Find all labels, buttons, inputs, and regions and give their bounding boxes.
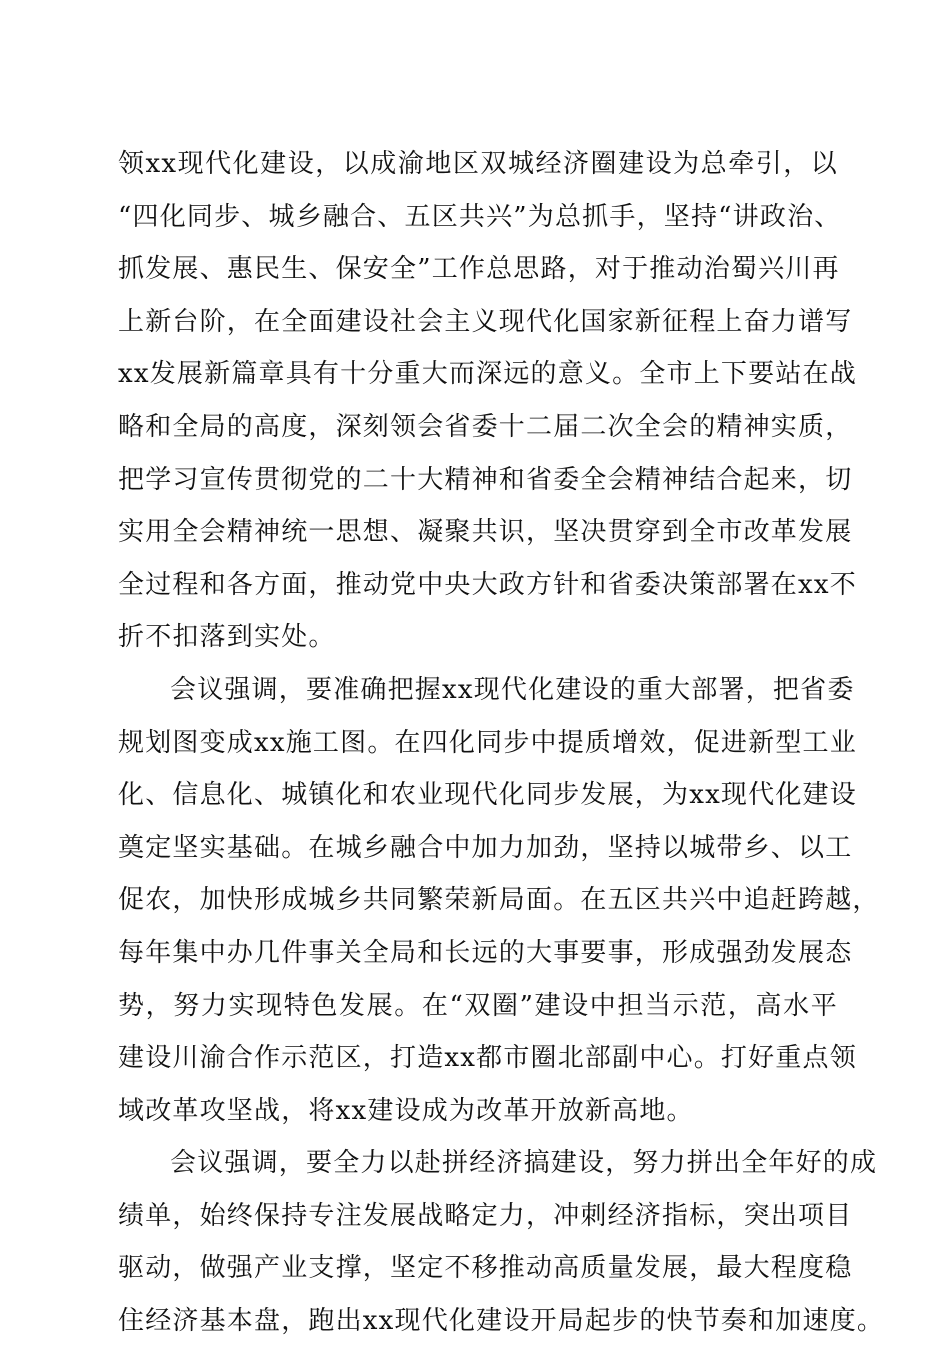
text-line: xx发展新篇章具有十分重大而深远的意义。全市上下要站在战: [118, 359, 857, 390]
text-line: 化、信息化、城镇化和农业现代化同步发展，为xx现代化建设: [118, 780, 857, 811]
text-line: 折不扣落到实处。: [118, 622, 336, 653]
text-line: “四化同步、城乡融合、五区共兴”为总抓手，坚持“讲政治、: [118, 201, 842, 232]
text-line: 领xx现代化建设，以成渝地区双城经济圈建设为总牵引，以: [118, 149, 838, 179]
text-line: 奠定坚实基础。在城乡融合中加力加劲，坚持以城带乡、以工: [118, 832, 853, 863]
text-line: 势，努力实现特色发展。在“双圈”建设中担当示范，高水平: [118, 990, 838, 1021]
text-line: 上新台阶，在全面建设社会主义现代化国家新征程上奋力谱写: [118, 306, 853, 337]
text-line: 会议强调，要准确把握xx现代化建设的重大部署，把省委: [170, 674, 855, 705]
text-line: 抓发展、惠民生、保安全”工作总思路，对于推动治蜀兴川再: [118, 254, 840, 285]
text-line: 驱动，做强产业支撑，坚定不移推动高质量发展，最大程度稳: [118, 1253, 853, 1284]
text-line: 略和全局的高度，深刻领会省委十二届二次全会的精神实质，: [118, 411, 853, 442]
text-line: 域改革攻坚战，将xx建设成为改革开放新高地。: [118, 1095, 694, 1126]
text-line: 每年集中办几件事关全局和长远的大事要事，形成强劲发展态: [118, 937, 853, 968]
text-line: 全过程和各方面，推动党中央大政方针和省委决策部署在xx不: [118, 569, 857, 600]
text-line: 促农，加快形成城乡共同繁荣新局面。在五区共兴中追赶跨越，: [118, 885, 880, 916]
text-line: 实用全会精神统一思想、凝聚共识，坚决贯穿到全市改革发展: [118, 517, 853, 548]
text-line: 建设川渝合作示范区，打造xx都市圈北部副中心。打好重点领: [118, 1043, 857, 1074]
text-line: 把学习宣传贯彻党的二十大精神和省委全会精神结合起来，切: [118, 464, 853, 495]
text-line: 规划图变成xx施工图。在四化同步中提质增效，促进新型工业: [118, 727, 857, 758]
text-line: 绩单，始终保持专注发展战略定力，冲刺经济指标，突出项目: [118, 1200, 853, 1231]
text-line: 会议强调，要全力以赴拼经济搞建设，努力拼出全年好的成: [170, 1148, 878, 1179]
text-line: 住经济基本盘，跑出xx现代化建设开局起步的快节奏和加速度。: [118, 1306, 885, 1337]
body-text: [118, 138, 885, 1348]
